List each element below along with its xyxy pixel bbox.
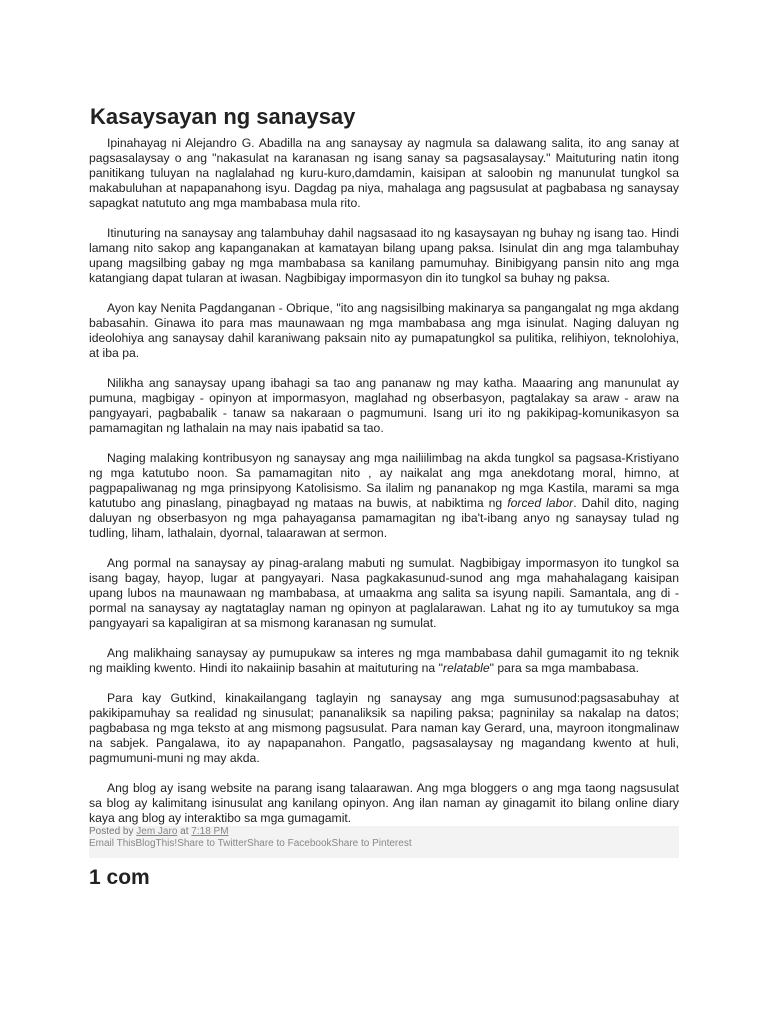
paragraph-7-text: Ang malikhaing sanaysay ay pumupukaw sa interes ng mga mambabasa dahil gumagamit ito ng teknik ng maikling kwento. Hindi ito nakaiinip basahin at maituturing na " <box>89 646 679 675</box>
paragraph-2: Itinuturing na sanaysay ang talambuhay dahil nagsasaad ito ng kasaysayan ng buhay ng isang tao. Hindi lamang nito sakop ang kapanganakan at kamatayan bilang upang paksa. Isinulat din ang mga talambuhay upang magsilbing gabay ng mga mambabasa sa kanilang pamumuhay. Binibigyang pansin nito ang mga katangiang dapat tularan at iwasan. Nagbibigay impormasyon din ito tungkol sa buhay ng paksa. <box>89 226 679 285</box>
paragraph-1: Ipinahayag ni Alejandro G. Abadilla na ang sanaysay ay nagmula sa dalawang salita, ito ang sanay at pagsasalaysay o ang "nakasulat na karanasan ng isang sanay sa pagsasalaysay." Maituturing natin itong panitikang tuluyan na naglalahad ng kuru-kuro,damdamin, kaisipan at saloobin ng manunulat tungkol sa makabuluhan at napapanahong isyu. Dagdag pa niya, mahalaga ang pagsusulat at pagbabasa ng sanaysay sapagkat natututo ang mga mambabasa mula rito. <box>89 136 679 210</box>
at-label: at <box>180 826 189 837</box>
paragraph-5-text-end: . Dahil dito, naging daluyan ng obserbasyon ng mga pahayagansa pamamagitan ng iba't-ibang anyo ng sanaysay tulad ng tudling, liham, lathalain, dyornal, talaarawan at sermon. <box>89 496 680 540</box>
post-body <box>89 136 679 826</box>
share-twitter-link[interactable]: Share to Twitter <box>177 838 248 849</box>
paragraph-5-emphasis: forced labor <box>507 496 574 510</box>
paragraph-4: Nilikha ang sanaysay upang ibahagi sa tao ang pananaw ng may katha. Maaaring ang manunulat ay pumuna, magbigay - opinyon at impormasyon, maglahad ng obserbasyon, pagtalakay sa araw - araw na pangyayari, pagbabalik - tanaw sa nakaraan o pagmumuni. Isang uri ito ng pakikipag-komunikasyon sa pamamagitan ng lathalain na may nais ipabatid sa tao. <box>89 376 679 435</box>
paragraph-5-text: Naging malaking kontribusyon ng sanaysay ang mga nailiilimbag na akda tungkol sa pagsasa-Kristiyano ng mga katutubo noon. Sa pamamagitan nito , ay naikalat ang mga anekdotang moral, himno, at pagpapaliwanag ng mga prinsipyong Katolisismo. Sa ilalim ng pananakop ng mga Kastila, marami sa mga katutubo ang pinaslang, pinagbayad ng mataas na buwis, at nabiktima ng <box>89 451 679 510</box>
paragraph-7-emphasis: relatable <box>442 661 490 675</box>
comments-heading: 1 com <box>89 866 150 889</box>
share-pinterest-link[interactable]: Share to Pinterest <box>331 838 412 849</box>
blog-post <box>89 104 679 890</box>
paragraph-6: Ang pormal na sanaysay ay pinag-aralang mabuti ng sumulat. Nagbibigay impormasyon ito tungkol sa isang bagay, hayop, lugar at pangyayari. Nasa pagkakasunud-sunod ang mga mahahalagang kaisipan upang lubos na maunawaan ng mambabasa, at umaakma ang salita sa isyung napili. Samantala, ang di - pormal na sanaysay ay nagtataglay naman ng opinyon at paglalarawan. Lahat ng ito ay tumutukoy sa mga pangyayari sa kapaligiran at sa mismong karanasan ng sumulat. <box>89 556 679 630</box>
share-facebook-link[interactable]: Share to Facebook <box>247 838 332 849</box>
timestamp-link[interactable]: 7:18 PM <box>191 826 229 837</box>
paragraph-3: Ayon kay Nenita Pagdanganan - Obrique, "ito ang nagsisilbing makinarya sa pangangalat ng mga akdang babasahin. Ginawa ito para mas maunawaan ng mga mambabasa ang mga isinulat. Naging daluyan ng ideolohiya ang sanaysay dahil karaniwang paksain nito ay pumapatungkol sa pulitika, relihiyon, teknolohiya, at iba pa. <box>89 301 679 360</box>
posted-by-label: Posted by <box>89 826 134 837</box>
share-email-link[interactable]: Email This <box>89 838 136 849</box>
paragraph-7-text-end: " para sa mga mambabasa. <box>489 661 639 675</box>
share-blogthis-link[interactable]: BlogThis! <box>135 838 178 849</box>
paragraph-8: Para kay Gutkind, kinakailangang taglayin ng sanaysay ang mga sumusunod:pagsasabuhay at pakikipamuhay sa realidad ng sinusulat; pananaliksik sa napiling paksa; pagninilay sa nakalap na datos; pagbabasa ng mga teksto at ang mismong pagsusulat. Para naman kay Gerard, una, mayroon itongmalinaw na sabjek. Pangalawa, ito ay napapanahon. Pangatlo, pagsasalaysay ng magandang kwento at huli, pagmumuni-muni ng may akda. <box>89 691 679 765</box>
paragraph-5 <box>89 451 679 541</box>
author-link[interactable]: Jem Jaro <box>136 826 178 837</box>
share-links <box>89 838 679 850</box>
paragraph-9: Ang blog ay isang website na parang isang talaarawan. Ang mga bloggers o ang mga taong nagsusulat sa blog ay kalimitang isinusulat ang kanilang opinyon. Ang ilan naman ay ginagamit ito bilang online diary kaya ang blog ay interaktibo sa mga gumagamit. <box>89 781 679 825</box>
post-title: Kasaysayan ng sanaysay <box>90 104 356 129</box>
paragraph-7 <box>89 646 679 676</box>
post-footer <box>89 826 679 858</box>
post-meta <box>89 826 679 838</box>
